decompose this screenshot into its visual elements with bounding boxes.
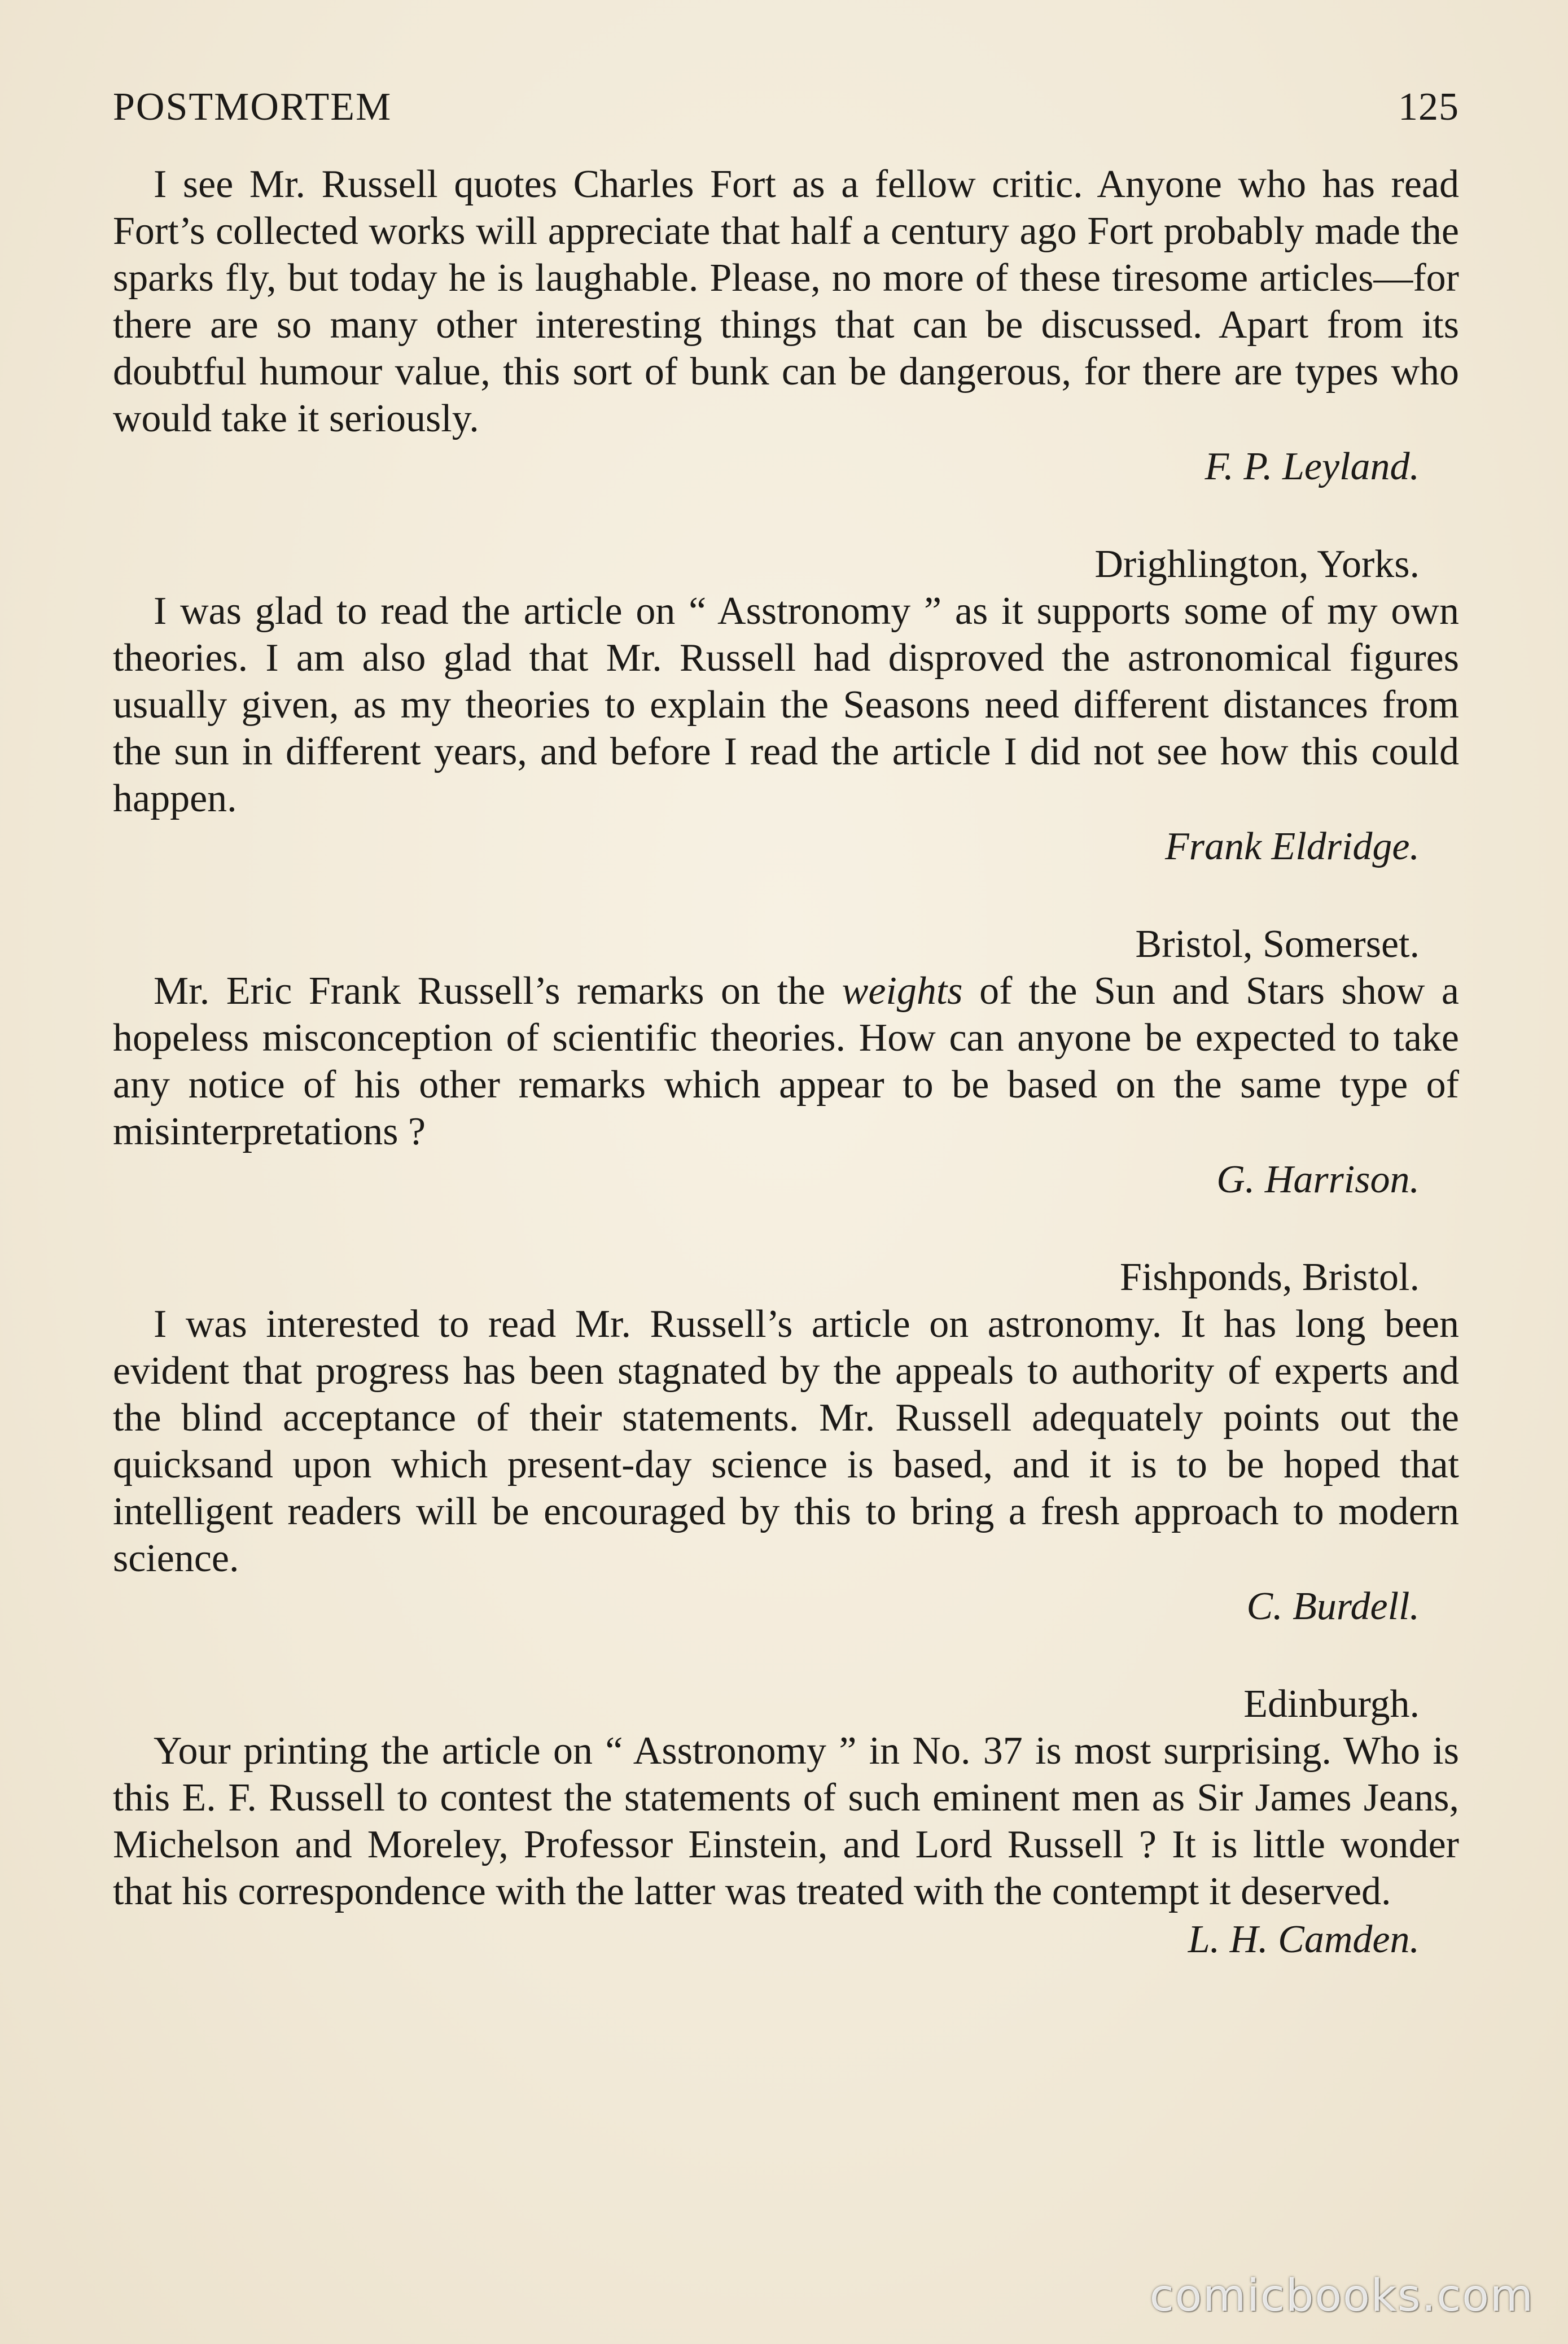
- letter-body-end: of the Sun and Stars show a hopeless misconception of scientific theories. How can anyone be expected to take any notice of his other remarks which appear to be based on the same type of misinterpretations ?: [113, 969, 1459, 1153]
- site-watermark: comicbooks.com: [1149, 2271, 1534, 2321]
- letter-body: Your printing the article on “ Asstronomy ” in No. 37 is most surprising. Who is this E. F. Russell to contest the statements of such eminent men as Sir James Jeans, Michelson and Moreley, Professor Einstein, and Lord Russell ? It is little wonder that his correspondence with the latter was treated with the contempt it deserved.: [113, 1729, 1459, 1913]
- emphasized-word: weights: [842, 969, 963, 1013]
- letter-eldridge: [113, 541, 1459, 870]
- letter-harrison: [113, 921, 1459, 1203]
- letter-location: Drighlington, Yorks.: [1094, 543, 1420, 586]
- letter-location: Fishponds, Bristol.: [1120, 1256, 1420, 1299]
- running-head: [113, 85, 1459, 130]
- letter-burdell: [113, 1254, 1459, 1630]
- running-title: POSTMORTEM: [113, 85, 392, 129]
- letter-camden: [113, 1681, 1459, 1963]
- letter-signature: Frank Eldridge.: [1164, 825, 1420, 868]
- letter-signature: F. P. Leyland.: [1205, 445, 1420, 488]
- letter-location: Bristol, Somerset.: [1135, 922, 1420, 966]
- letter-signature: G. Harrison.: [1216, 1158, 1420, 1201]
- letter-body-start: Mr. Eric Frank Russell’s remarks on the: [154, 969, 842, 1013]
- letter-signature: L. H. Camden.: [1188, 1918, 1420, 1961]
- letter-leyland: [113, 161, 1459, 490]
- book-page: [113, 85, 1459, 1963]
- letter-body: I was glad to read the article on “ Asstronomy ” as it supports some of my own theories. I am also glad that Mr. Russell had disproved the astronomical figures usually given, as my theories to explain the Seasons need different distances from the sun in different years, and before I read the article I did not see how this could happen.: [113, 589, 1459, 820]
- letter-location: Edinburgh.: [1243, 1682, 1420, 1726]
- letter-body: I was interested to read Mr. Russell’s article on astronomy. It has long been evident that progress has been stagnated by the appeals to authority of experts and the blind acceptance of their statements. Mr. Russell adequately points out the quicksand upon which present-day science is based, and it is to be hoped that intelligent readers will be encouraged by this to bring a fresh approach to modern science.: [113, 1302, 1459, 1580]
- letter-body: I see Mr. Russell quotes Charles Fort as a fellow critic. Anyone who has read Fort’s collected works will appreciate that half a century ago Fort probably made the sparks fly, but today he is laughable. Please, no more of these tiresome articles—for there are so many other interesting things that can be discussed. Apart from its doubtful humour value, this sort of bunk can be dangerous, for there are types who would take it seriously.: [113, 163, 1459, 440]
- page-number: 125: [1398, 85, 1459, 129]
- letter-signature: C. Burdell.: [1246, 1585, 1420, 1628]
- letter-body: [113, 968, 1459, 1155]
